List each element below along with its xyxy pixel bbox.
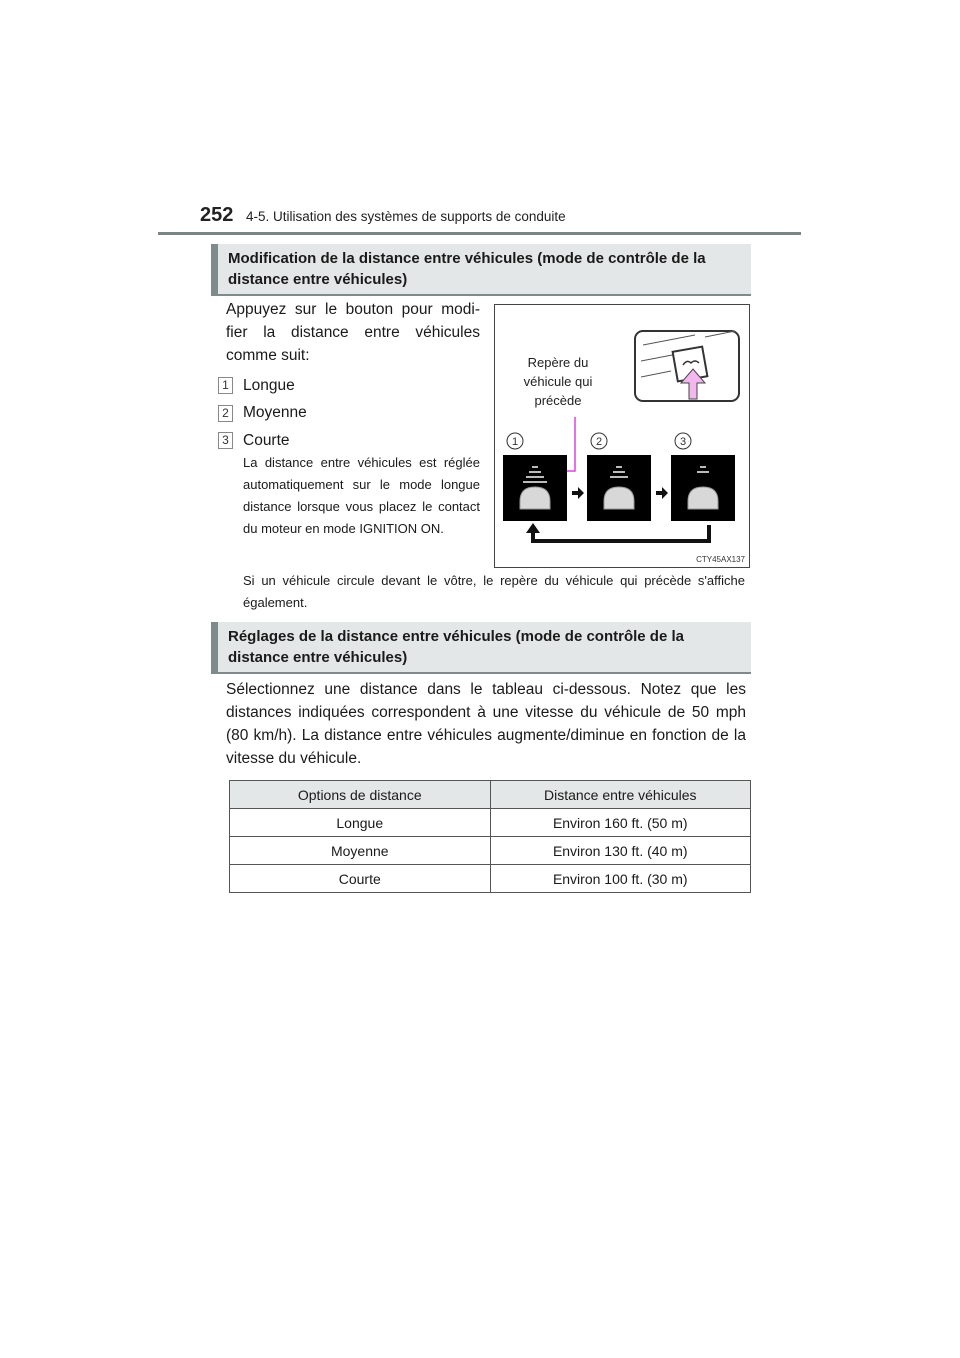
intro-paragraph: Appuyez sur le bouton pour modi-fier la distance entre véhicules comme suit: bbox=[226, 301, 480, 364]
illustration-svg bbox=[495, 305, 749, 567]
number-badge: 3 bbox=[218, 432, 233, 449]
settings-paragraph: Sélectionnez une distance dans le tableau ci-dessous. Notez que les distances indiquées correspondent à une vitesse du véhicule de 50 mph (80 km/h). La distance entre véhicules augmente/diminue en fonction de la vitesse du véhicule. bbox=[226, 681, 746, 767]
display-medium bbox=[587, 455, 651, 521]
section-heading-settings: Réglages de la distance entre véhicules (mode de contrôle de la distance entre véhicules) bbox=[211, 622, 751, 674]
table-cell: Environ 130 ft. (40 m) bbox=[490, 837, 751, 865]
table-header-cell: Options de distance bbox=[230, 781, 491, 809]
display-long bbox=[503, 455, 567, 521]
arrow-right-icon bbox=[572, 487, 584, 499]
marker-2: 2 bbox=[595, 436, 603, 448]
arrow-up-icon bbox=[526, 523, 540, 533]
table-header-row bbox=[230, 781, 751, 809]
number-badge: 1 bbox=[218, 377, 233, 394]
figure-callout-label: Repère du véhicule qui précède bbox=[523, 355, 593, 408]
header-rule bbox=[158, 232, 801, 235]
section-heading-modification: Modification de la distance entre véhicules (mode de contrôle de la distance entre véhicules) bbox=[211, 244, 751, 296]
note-ignition: La distance entre véhicules est réglée automatiquement sur le mode longue distance lorsque vous placez le contact du moteur en mode IGNITION ON. bbox=[243, 455, 480, 536]
distance-illustration bbox=[494, 304, 750, 568]
table-cell: Courte bbox=[230, 865, 491, 893]
table-cell: Moyenne bbox=[230, 837, 491, 865]
display-short bbox=[671, 455, 735, 521]
chapter-title: 4-5. Utilisation des systèmes de supports de conduite bbox=[246, 209, 566, 224]
distance-list bbox=[218, 372, 307, 455]
table-cell: Environ 100 ft. (30 m) bbox=[490, 865, 751, 893]
table-row bbox=[230, 809, 751, 837]
list-item-label: Longue bbox=[243, 376, 295, 394]
table-cell: Longue bbox=[230, 809, 491, 837]
note-preceding-vehicle: Si un véhicule circule devant le vôtre, le repère du véhicule qui précède s'affiche également. bbox=[243, 573, 745, 610]
distance-table bbox=[229, 780, 751, 893]
return-arrow-line bbox=[533, 525, 709, 541]
list-item bbox=[218, 427, 307, 455]
arrow-right-icon bbox=[656, 487, 668, 499]
list-item-label: Courte bbox=[243, 431, 290, 449]
table-header-cell: Distance entre véhicules bbox=[490, 781, 751, 809]
marker-3: 3 bbox=[679, 436, 687, 448]
table-row bbox=[230, 865, 751, 893]
figure-code: CTY45AX137 bbox=[696, 555, 745, 564]
list-item-label: Moyenne bbox=[243, 404, 307, 422]
number-badge: 2 bbox=[218, 405, 233, 422]
list-item bbox=[218, 372, 307, 400]
page-number: 252 bbox=[200, 204, 234, 226]
table-cell: Environ 160 ft. (50 m) bbox=[490, 809, 751, 837]
table-row bbox=[230, 837, 751, 865]
list-item bbox=[218, 400, 307, 428]
marker-1: 1 bbox=[511, 436, 519, 448]
